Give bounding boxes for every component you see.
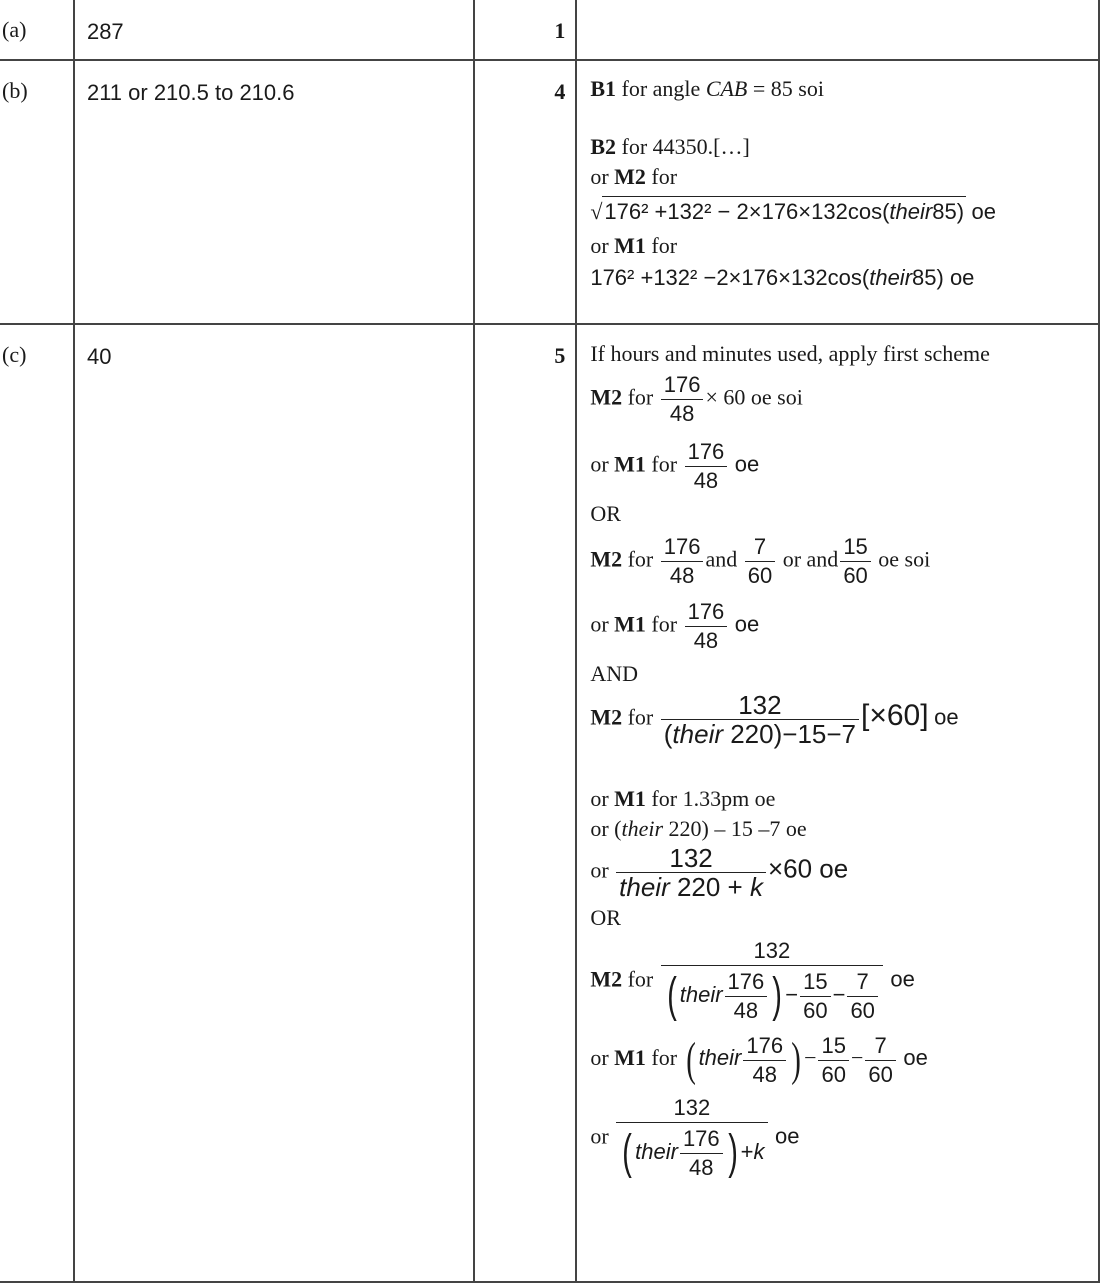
m2-line-3: M2 for $\frac{132}{\text{(their 220)−15−7}}$ [×60] oe (590, 690, 959, 749)
marks-cell: 1 (474, 0, 576, 60)
or-fraction-line: or $\frac{132}{\text{their 220 + k}}$ ×60 oe (590, 843, 849, 902)
m1-line-3: or M1 for 1.33pm oe (590, 786, 776, 811)
or-k-fraction-line: or 132 ( their $\frac{176}{48}$ ) +k oe (590, 1095, 800, 1180)
answer-cell: 287 (74, 0, 474, 60)
part-label: (c) (0, 324, 74, 1282)
m2-line-2: M2 for $\frac{176}{48}$ and $\frac{7}{60}$ or and $\frac{15}{60}$ oe soi (590, 534, 931, 588)
sqrt-expression: √176² +132² − 2×176×132cos(their85) oe (590, 196, 1098, 227)
guidance-cell (576, 0, 1099, 60)
m1-line-2: or M1 for $\frac{176}{48}$ oe (590, 599, 760, 653)
or-divider: OR (590, 501, 621, 526)
m2-line: or M2 for (590, 164, 678, 189)
their-220-line: or (their 220) – 15 –7 oe (590, 816, 807, 841)
answer-cell: 40 (74, 324, 474, 1282)
m2-line-4: M2 for 132 ( their $\frac{176}{48}$ ) − $\frac{15}{60}$ − $\frac{7}{60}$ oe (590, 938, 915, 1023)
part-label: (b) (0, 60, 74, 324)
cos-expression: 176² +132² −2×176×132cos(their85) oe (590, 265, 975, 290)
table-row (0, 60, 1099, 324)
m1-line-4: or M1 for ( their $\frac{176}{48}$ ) − $\frac{15}{60}$ − $\frac{7}{60}$ oe (590, 1032, 928, 1087)
m1-line-1: or M1 for $\frac{176}{48}$ oe (590, 439, 760, 493)
guidance-cell (576, 60, 1099, 324)
b2-line: B2 for 44350.[…] (590, 134, 750, 159)
intro-text: If hours and minutes used, apply first scheme (590, 341, 990, 366)
part-label: (a) (0, 0, 74, 60)
answer-cell: 211 or 210.5 to 210.6 (74, 60, 474, 324)
and-divider: AND (590, 661, 638, 686)
guidance-cell (576, 324, 1099, 1282)
m1-line: or M1 for (590, 233, 678, 258)
or-divider: OR (590, 905, 621, 930)
table-row (0, 0, 1099, 60)
marks-cell: 5 (474, 324, 576, 1282)
b1-line: B1 for angle CAB = 85 soi (590, 76, 824, 101)
table-row (0, 324, 1099, 1282)
marks-cell: 4 (474, 60, 576, 324)
m2-line-1: M2 for $\frac{176}{48}$ × 60 oe soi (590, 372, 803, 426)
